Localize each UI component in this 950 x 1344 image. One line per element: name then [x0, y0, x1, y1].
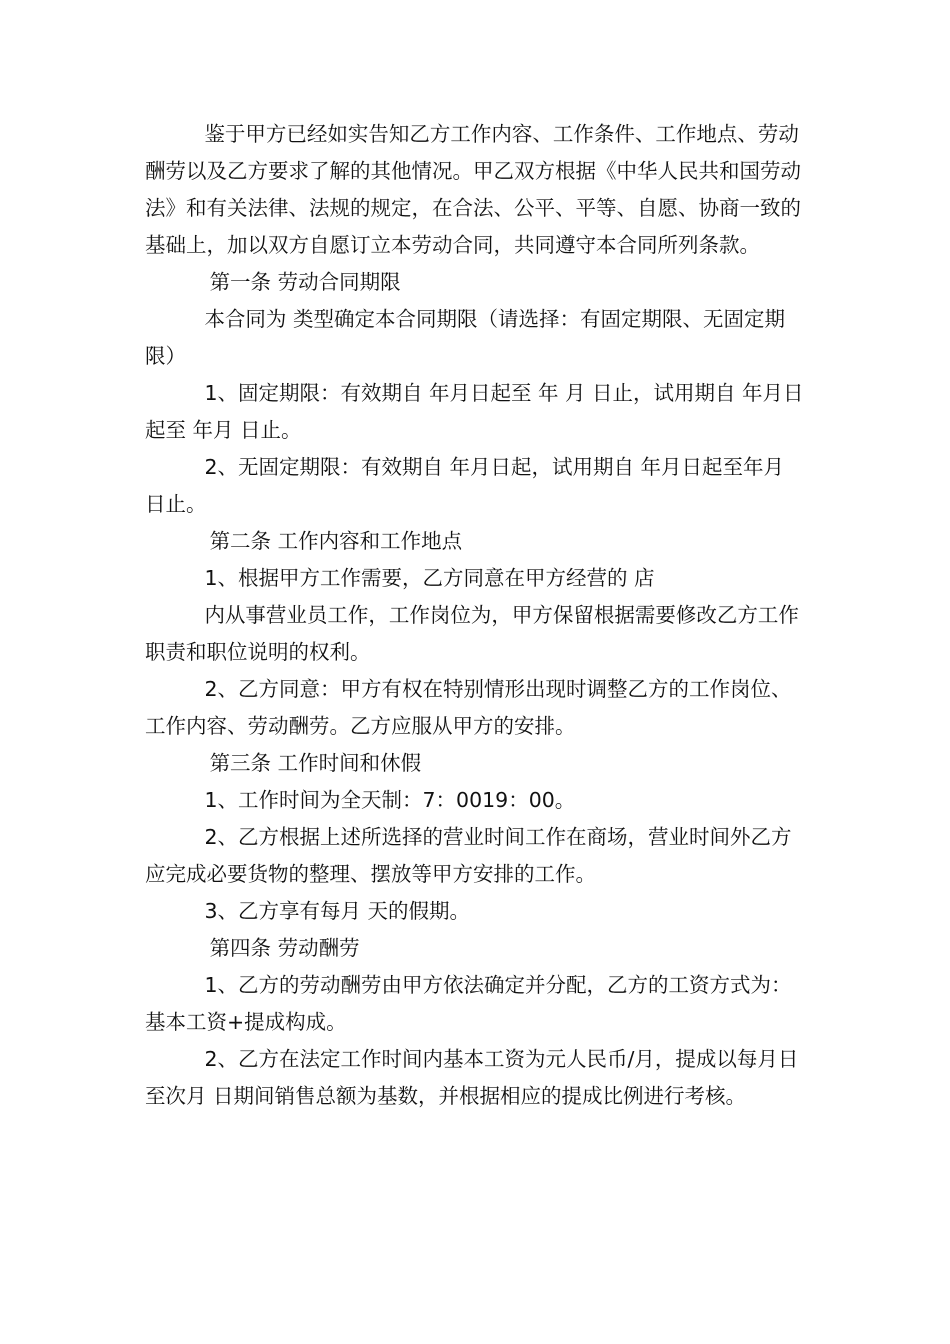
document-body: [145, 116, 810, 1115]
article-3-item-1: 1、工作时间为全天制：7：0019：00。: [204, 788, 576, 812]
article-3-item-2: 2、乙方根据上述所选择的营业时间工作在商场，营业时间外乙方应完成必要货物的整理、摆放等甲方安排的工作。: [145, 825, 792, 886]
article-2-item-1: 1、根据甲方工作需要，乙方同意在甲方经营的 店: [204, 566, 655, 590]
article-1-heading: 第一条 劳动合同期限: [209, 270, 401, 294]
article-3-item-3: 3、乙方享有每月 天的假期。: [204, 899, 470, 923]
article-4-heading: 第四条 劳动酬劳: [209, 936, 360, 960]
article-1-item-1: 1、固定期限：有效期自 年月日起至 年 月 日止，试用期自 年月日起至 年月 日止。: [145, 381, 804, 442]
article-4-item-2: 2、乙方在法定工作时间内基本工资为元人民币/月，提成以每月日至次月 日期间销售总额为基数，并根据相应的提成比例进行考核。: [145, 1047, 799, 1108]
article-2-heading: 第二条 工作内容和工作地点: [209, 529, 463, 553]
article-1-paragraph: 本合同为 类型确定本合同期限（请选择：有固定期限、无固定期限）: [145, 307, 785, 368]
article-2-item-2: 2、乙方同意：甲方有权在特别情形出现时调整乙方的工作岗位、工作内容、劳动酬劳。乙方应服从甲方的安排。: [145, 677, 792, 738]
intro-paragraph: 鉴于甲方已经如实告知乙方工作内容、工作条件、工作地点、劳动酬劳以及乙方要求了解的其他情况。甲乙双方根据《中华人民共和国劳动法》和有关法律、法规的规定，在合法、公平、平等、自愿、协商一致的基础上，加以双方自愿订立本劳动合同，共同遵守本合同所列条款。: [145, 122, 801, 257]
article-3-heading: 第三条 工作时间和休假: [209, 751, 422, 775]
article-1-item-2: 2、无固定期限：有效期自 年月日起，试用期自 年月日起至年月 日止。: [145, 455, 785, 516]
article-4-item-1: 1、乙方的劳动酬劳由甲方依法确定并分配，乙方的工资方式为：基本工资+提成构成。: [145, 973, 792, 1034]
article-2-item-1-continued: 内从事营业员工作，工作岗位为，甲方保留根据需要修改乙方工作职责和职位说明的权利。: [145, 603, 799, 664]
